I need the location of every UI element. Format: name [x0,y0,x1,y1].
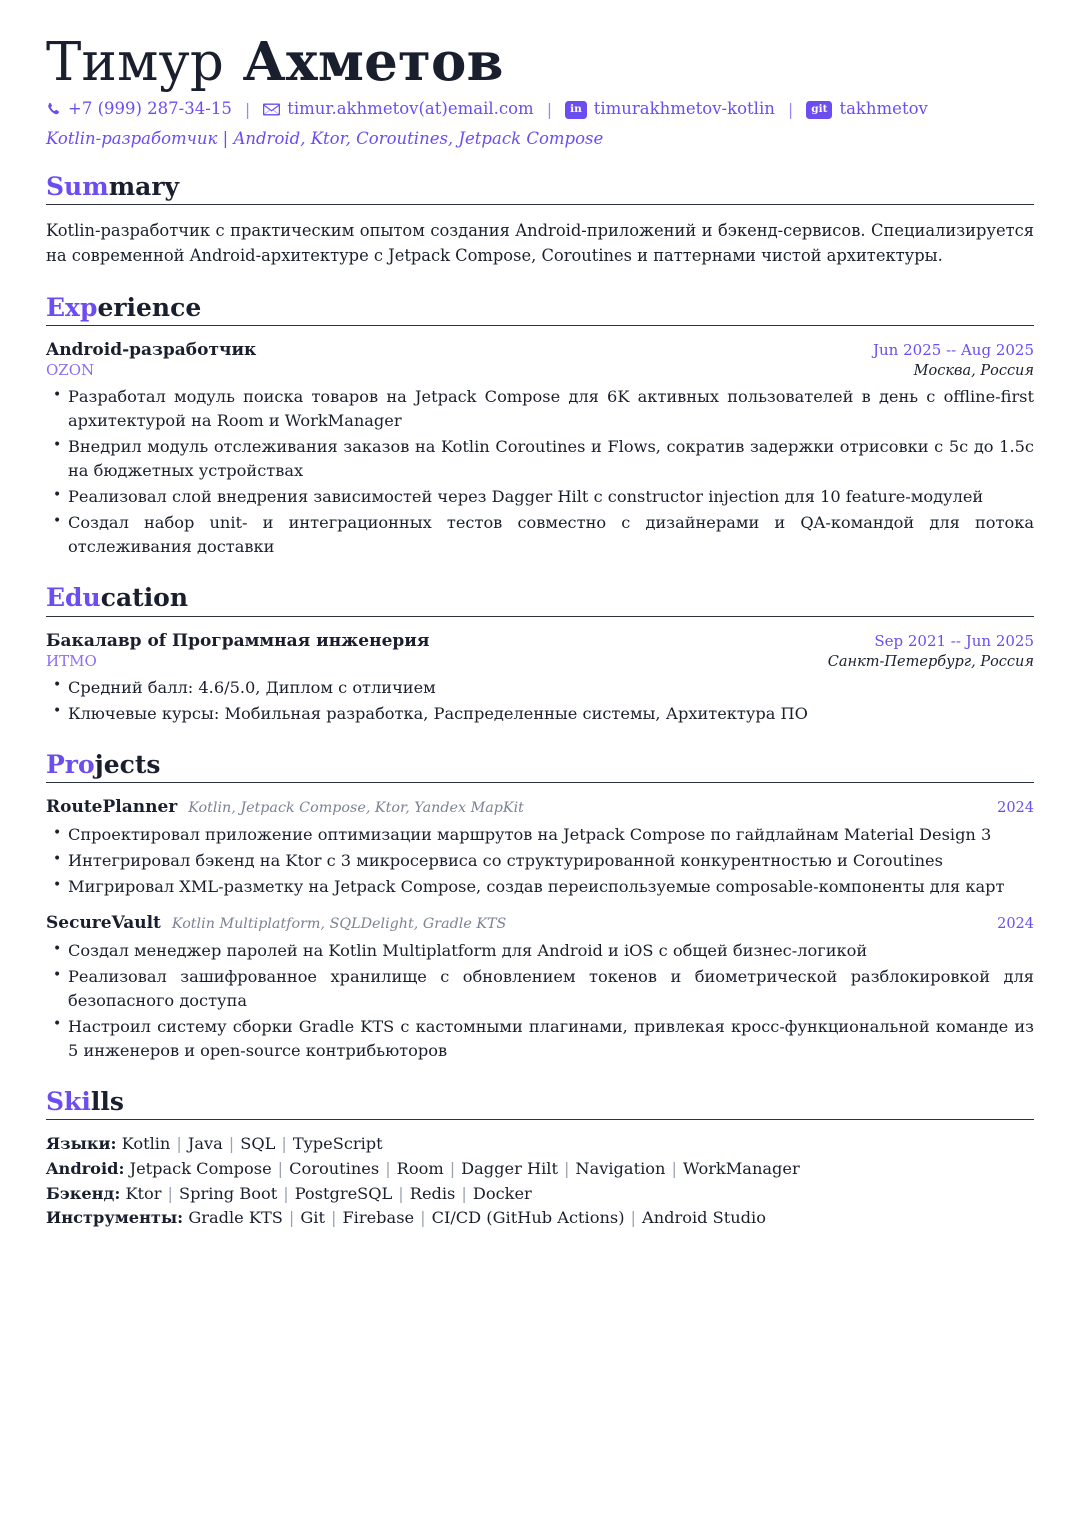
skill-separator: | [288,1208,295,1228]
skill-separator: | [283,1183,289,1203]
summary-body [46,219,1034,269]
skill-category: Android: [46,1159,125,1179]
section-rule [46,782,1034,783]
section-title-rest: lls [90,1086,124,1116]
list-item: • Спроектировал приложение оптимизации маршрутов на Jetpack Compose по гайдлайнам Material Design 3 [46,823,1034,847]
contact-separator: | [244,99,251,119]
skill-separator: | [277,1159,284,1179]
section-title-accent: Exp [46,292,98,322]
skill-item: CI/CD (GitHub Actions) [431,1208,625,1228]
section-title-rest: jects [94,749,161,779]
list-item: • Реализовал слой внедрения зависимостей через Dagger Hilt с constructor injection для 10 feature-модулей [46,485,1034,509]
project-entry [46,913,1034,1063]
skill-item: Navigation [575,1159,666,1179]
skill-item: Jetpack Compose [129,1159,272,1179]
git-icon: git [806,101,832,119]
linkedin-text: timurakhmetov-kotlin [593,99,775,119]
skill-row [46,1182,1034,1207]
section-rule [46,325,1034,326]
section-title-accent: Edu [46,583,101,613]
contact-separator: | [787,99,794,119]
skill-separator: | [449,1159,456,1179]
experience-entry-headline [46,340,1034,360]
last-name: Ахметов [242,31,504,93]
candidate-name [46,31,1034,93]
skill-separator: | [563,1159,570,1179]
experience-entry [46,340,1034,559]
skill-item: Room [396,1159,444,1179]
list-item: • Мигрировал XML-разметку на Jetpack Compose, создав переиспользуемые composable-компоненты для карт [46,875,1034,899]
contact-linkedin[interactable] [565,97,775,122]
first-name: Тимур [46,32,225,93]
degree-date: Sep 2021 -- Jun 2025 [874,631,1034,650]
job-location: Москва, Россия [913,363,1034,380]
skill-separator: | [630,1208,636,1228]
project-stack: Kotlin Multiplatform, SQLDelight, Gradle KTS [171,916,507,933]
projects-body [46,797,1034,1063]
skill-separator: | [281,1134,287,1154]
project-headline [46,913,1034,933]
skill-item: Spring Boot [179,1183,278,1203]
school-location: Санкт-Петербург, Россия [827,653,1034,670]
list-item: • Интегрировал бэкенд на Ktor с 3 микросервиса со структурированной конкурентностью и Coroutines [46,849,1034,873]
skill-item: Git [300,1208,325,1228]
skill-item: WorkManager [682,1159,800,1179]
project-headline [46,797,1034,817]
project-year: 2024 [997,800,1034,817]
list-item: • Средний балл: 4.6/5.0, Диплом с отличием [46,676,1034,700]
list-item: • Создал менеджер паролей на Kotlin Multiplatform для Android и iOS с общей бизнес-логикой [46,939,1034,963]
contact-email[interactable] [263,97,533,122]
job-title: Android-разработчик [46,340,257,361]
job-bullets [46,385,1034,559]
section-rule [46,616,1034,617]
section-title-accent: Pro [46,749,95,779]
education-entry-subline [46,652,1034,670]
section-experience [46,293,1034,559]
project-headline-left [46,913,506,933]
experience-body [46,340,1034,559]
skill-separator: | [461,1183,467,1203]
section-rule [46,1119,1034,1120]
skill-item: Firebase [342,1208,415,1228]
skill-item: TypeScript [292,1134,383,1154]
list-item: • Создал набор unit- и интеграционных тестов совместно с дизайнерами и QA-командой для потока отслеживания доставки [46,511,1034,559]
section-title-projects [46,750,1034,780]
contact-separator: | [546,99,553,119]
skill-category: Языки: [46,1134,117,1154]
phone-text: +7 (999) 287-34-15 [68,99,232,119]
section-title-summary [46,172,1034,202]
section-title-experience [46,293,1034,323]
project-name: SecureVault [46,913,161,934]
skill-item: Android Studio [642,1208,766,1228]
experience-entry-subline [46,361,1034,379]
skill-item: Coroutines [289,1159,380,1179]
skill-row [46,1157,1034,1182]
skill-separator: | [671,1159,677,1179]
skill-item: Gradle KTS [188,1208,283,1228]
project-bullets [46,939,1034,1063]
section-summary [46,172,1034,269]
skill-values [125,1184,531,1203]
list-item: • Настроил систему сборки Gradle KTS с кастомными плагинами, привлекая кросс-функциональной команде из 5 инженеров и open-source контрибьюторов [46,1015,1034,1063]
project-stack: Kotlin, Jetpack Compose, Ktor, Yandex MapKit [188,800,524,817]
school-name: ИТМО [46,651,97,670]
skill-row [46,1132,1034,1157]
linkedin-icon: in [565,101,587,119]
phone-icon [46,102,61,117]
degree-title: Бакалавр of Программная инженерия [46,630,430,651]
skills-list [46,1132,1034,1231]
skill-row [46,1206,1034,1231]
section-title-accent: Ski [46,1086,91,1116]
resume-header [46,31,1034,148]
skill-separator: | [385,1159,391,1179]
list-item: • Реализовал зашифрованное хранилище с обновлением токенов и биометрической разблокировкой для безопасного доступа [46,965,1034,1013]
section-education [46,583,1034,725]
list-item: • Внедрил модуль отслеживания заказов на Kotlin Coroutines и Flows, сократив задержки отрисовки с 5с до 1.5с на бюджетных устройствах [46,435,1034,483]
skill-values [188,1208,766,1227]
education-body [46,631,1034,726]
contact-git[interactable] [806,97,928,122]
section-title-accent: Sum [46,171,109,201]
skill-separator: | [398,1183,404,1203]
skill-item: Java [187,1134,223,1154]
section-title-rest: mary [108,171,180,201]
skill-item: Docker [472,1183,532,1203]
education-bullets [46,676,1034,726]
section-rule [46,204,1034,205]
skill-separator: | [330,1208,337,1228]
section-title-skills [46,1087,1034,1117]
section-title-rest: erience [97,292,202,322]
project-year: 2024 [997,916,1034,933]
skill-item: Ktor [125,1183,162,1203]
git-text: takhmetov [839,99,928,119]
skill-item: PostgreSQL [294,1183,393,1203]
skill-separator: | [420,1208,426,1228]
project-entry [46,797,1034,899]
skill-item: Kotlin [121,1134,171,1154]
section-title-education [46,583,1034,613]
email-text: timur.akhmetov(at)email.com [287,99,534,119]
job-date: Jun 2025 -- Aug 2025 [873,341,1034,360]
contact-phone[interactable] [46,97,232,122]
section-skills [46,1087,1034,1231]
skill-category: Инструменты: [46,1208,184,1228]
section-title-rest: cation [100,583,189,613]
skill-separator: | [176,1134,182,1154]
contact-line [46,97,1034,122]
skill-values [122,1134,383,1153]
section-projects [46,750,1034,1063]
list-item: • Разработал модуль поиска товаров на Jetpack Compose для 6K активных пользователей в день с offline-first архитектурой на Room и WorkManager [46,385,1034,433]
skill-category: Бэкенд: [46,1183,121,1203]
list-item: • Ключевые курсы: Мобильная разработка, Распределенные системы, Архитектура ПО [46,702,1034,726]
summary-text: Kotlin-разработчик с практическим опытом создания Android-приложений и бэкенд-сервисов. Специализируется на современной Android-архитектуре с Jetpack Compose, Coroutines и паттернами чистой архитектуры. [46,221,1034,266]
education-entry [46,631,1034,726]
skill-separator: | [228,1134,235,1154]
project-headline-left [46,797,524,817]
skill-values [130,1159,800,1178]
job-company: OZON [46,361,95,380]
skill-item: Redis [409,1183,456,1203]
skill-item: Dagger Hilt [461,1159,558,1179]
education-entry-headline [46,631,1034,651]
envelope-icon [263,103,280,116]
project-name: RoutePlanner [46,797,178,818]
skill-separator: | [167,1183,174,1203]
skill-item: SQL [240,1134,276,1154]
tagline: Kotlin-разработчик | Android, Ktor, Coroutines, Jetpack Compose [46,128,604,148]
project-bullets [46,823,1034,899]
